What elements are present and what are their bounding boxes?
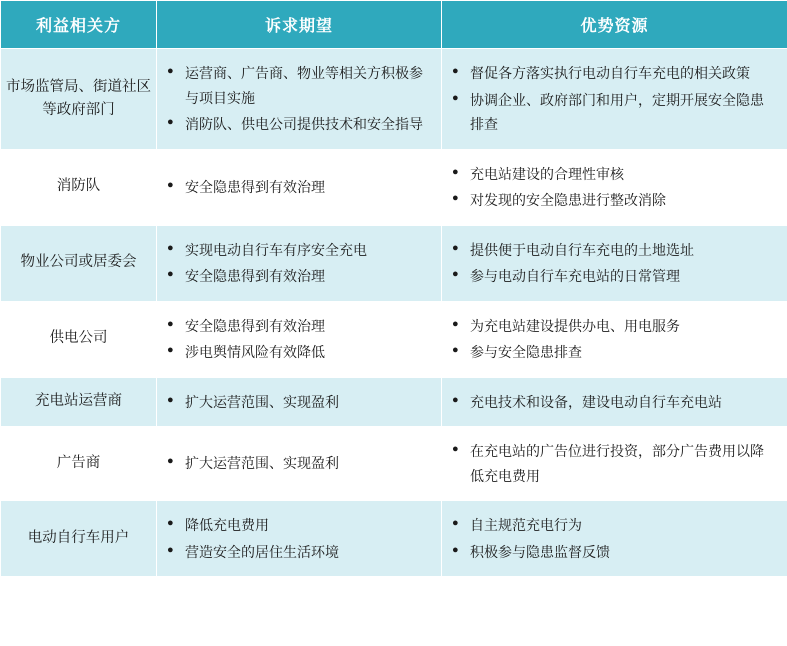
list-item-text: 降低充电费用 <box>185 517 269 533</box>
table-row <box>1 377 787 427</box>
party-label: 供电公司 <box>49 330 108 347</box>
list-item <box>452 88 777 137</box>
table-row <box>1 225 787 301</box>
cell-expectations <box>157 149 442 225</box>
column-header-party: 利益相关方 <box>1 1 157 49</box>
list-item-text: 消防队、供电公司提供技术和安全指导 <box>185 116 423 132</box>
cell-party <box>1 49 157 150</box>
bullet-icon: ● <box>452 192 459 204</box>
expectations-list <box>167 314 431 365</box>
resources-list <box>452 314 777 365</box>
cell-resources <box>442 501 787 577</box>
cell-party <box>1 501 157 577</box>
cell-expectations <box>157 427 442 501</box>
party-label: 消防队 <box>56 178 101 195</box>
list-item-text: 在充电站的广告位进行投资，部分广告费用以降低充电费用 <box>470 443 764 484</box>
cell-party <box>1 377 157 427</box>
list-item <box>452 61 777 86</box>
resources-list <box>452 439 777 488</box>
list-item-text: 为充电站建设提供办电、用电服务 <box>470 317 680 334</box>
cell-resources <box>442 225 787 301</box>
table-body <box>1 49 787 577</box>
expectations-list <box>167 61 431 137</box>
cell-resources <box>442 301 787 377</box>
cell-expectations <box>157 377 442 427</box>
list-item-text: 提供便于电动自行车充电的土地选址 <box>470 241 694 258</box>
expectations-list-wrap <box>167 511 431 566</box>
list-item-text: 扩大运营范围、实现盈利 <box>185 393 339 410</box>
bullet-icon: ● <box>452 165 459 178</box>
bullet-icon: ● <box>167 393 174 406</box>
list-item-text: 扩大运营范围、实现盈利 <box>185 455 339 472</box>
cell-resources <box>442 49 787 150</box>
expectations-list-wrap <box>167 449 431 478</box>
list-item-text: 督促各方落实执行电动自行车充电的相关政策 <box>470 65 750 81</box>
bullet-icon: ● <box>452 317 459 330</box>
bullet-icon: ● <box>452 65 459 77</box>
resources-list <box>452 513 777 564</box>
resources-list-wrap <box>452 437 777 490</box>
list-item-text: 安全隐患得到有效治理 <box>185 317 325 334</box>
list-item <box>452 162 777 187</box>
cell-party <box>1 225 157 301</box>
list-item <box>452 439 777 488</box>
bullet-icon: ● <box>167 344 174 356</box>
list-item-text: 安全隐患得到有效治理 <box>185 268 325 284</box>
resources-list <box>452 238 777 289</box>
resources-list-wrap <box>452 511 777 566</box>
bullet-icon: ● <box>167 268 174 280</box>
bullet-icon: ● <box>167 317 174 330</box>
resources-list <box>452 390 777 415</box>
resources-list-wrap <box>452 388 777 417</box>
table-row <box>1 427 787 501</box>
list-item-text: 参与电动自行车充电站的日常管理 <box>470 268 680 284</box>
bullet-icon: ● <box>452 344 459 356</box>
list-item <box>167 540 431 565</box>
bullet-icon: ● <box>452 393 459 406</box>
list-item <box>167 238 431 263</box>
party-label: 广告商 <box>56 454 101 471</box>
column-header-expectations: 诉求期望 <box>157 1 442 49</box>
list-item-text: 充电站建设的合理性审核 <box>470 165 624 182</box>
table-header <box>1 1 787 49</box>
party-label: 充电站运营商 <box>35 393 122 410</box>
resources-list-wrap <box>452 59 777 139</box>
cell-expectations <box>157 501 442 577</box>
expectations-list <box>167 451 431 476</box>
list-item-text: 参与安全隐患排查 <box>470 344 582 360</box>
list-item <box>167 175 431 200</box>
resources-list <box>452 162 777 213</box>
bullet-icon: ● <box>452 91 459 104</box>
table-row <box>1 49 787 150</box>
bullet-icon: ● <box>452 268 459 280</box>
list-item-text: 积极参与隐患监督反馈 <box>470 543 610 560</box>
list-item <box>452 513 777 538</box>
list-item <box>167 61 431 110</box>
list-item-text: 自主规范充电行为 <box>470 517 582 533</box>
list-item <box>452 390 777 415</box>
expectations-list <box>167 238 431 289</box>
bullet-icon: ● <box>452 517 459 529</box>
cell-party <box>1 149 157 225</box>
party-label: 物业公司或居委会 <box>20 254 137 271</box>
bullet-icon: ● <box>167 178 174 191</box>
bullet-icon: ● <box>167 517 174 529</box>
list-item <box>452 314 777 339</box>
bullet-icon: ● <box>452 443 459 455</box>
cell-resources <box>442 149 787 225</box>
expectations-list-wrap <box>167 173 431 202</box>
cell-party <box>1 301 157 377</box>
list-item <box>167 390 431 415</box>
resources-list-wrap <box>452 312 777 367</box>
expectations-list <box>167 390 431 415</box>
bullet-icon: ● <box>167 116 174 128</box>
expectations-list <box>167 513 431 564</box>
list-item-text: 涉电舆情风险有效降低 <box>185 344 325 360</box>
list-item-text: 营造安全的居住生活环境 <box>185 543 339 560</box>
cell-expectations <box>157 301 442 377</box>
bullet-icon: ● <box>452 241 459 254</box>
list-item <box>452 238 777 263</box>
bullet-icon: ● <box>167 65 174 77</box>
table-row <box>1 301 787 377</box>
list-item <box>452 540 777 565</box>
list-item <box>167 451 431 476</box>
resources-list <box>452 61 777 137</box>
list-item <box>167 264 431 289</box>
resources-list-wrap <box>452 160 777 215</box>
column-header-resources: 优势资源 <box>442 1 787 49</box>
list-item <box>452 188 777 213</box>
list-item <box>452 264 777 289</box>
bullet-icon: ● <box>167 241 174 254</box>
list-item-text: 运营商、广告商、物业等相关方积极参与项目实施 <box>185 65 423 106</box>
list-item <box>167 112 431 137</box>
table-row <box>1 501 787 577</box>
list-item <box>167 314 431 339</box>
expectations-list-wrap <box>167 388 431 417</box>
list-item-text: 协调企业、政府部门和用户，定期开展安全隐患排查 <box>470 91 764 132</box>
list-item-text: 安全隐患得到有效治理 <box>185 178 325 195</box>
cell-resources <box>442 377 787 427</box>
table-header-row <box>1 1 787 49</box>
expectations-list-wrap <box>167 236 431 291</box>
bullet-icon: ● <box>167 455 174 468</box>
bullet-icon: ● <box>167 543 174 556</box>
list-item-text: 对发现的安全隐患进行整改消除 <box>470 192 666 208</box>
expectations-list-wrap <box>167 59 431 139</box>
resources-list-wrap <box>452 236 777 291</box>
list-item <box>452 340 777 365</box>
cell-party <box>1 427 157 501</box>
list-item <box>167 340 431 365</box>
list-item-text: 实现电动自行车有序安全充电 <box>185 241 367 258</box>
cell-expectations <box>157 49 442 150</box>
cell-resources <box>442 427 787 501</box>
expectations-list-wrap <box>167 312 431 367</box>
cell-expectations <box>157 225 442 301</box>
list-item <box>167 513 431 538</box>
list-item-text: 充电技术和设备，建设电动自行车充电站 <box>470 393 722 410</box>
party-label: 市场监管局、街道社区等政府部门 <box>6 78 151 118</box>
party-label: 电动自行车用户 <box>27 529 130 546</box>
table-row <box>1 149 787 225</box>
bullet-icon: ● <box>452 543 459 556</box>
expectations-list <box>167 175 431 200</box>
